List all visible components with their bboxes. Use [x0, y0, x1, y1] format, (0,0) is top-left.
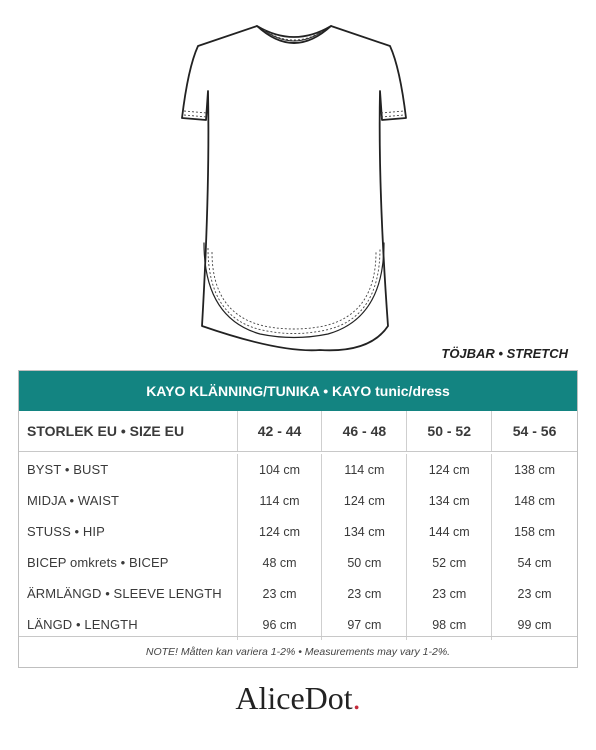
table-row-sleeve-length	[19, 578, 577, 609]
brand-name-dot: Dot	[304, 680, 353, 716]
brand-logo	[0, 680, 596, 717]
size-header-label: STORLEK EU • SIZE EU	[27, 423, 185, 439]
table-cell: 23 cm	[321, 578, 406, 609]
size-chart-table	[18, 370, 578, 668]
table-cell: 50 cm	[321, 547, 406, 578]
table-cell: 134 cm	[406, 485, 491, 516]
stretch-label: TÖJBAR • STRETCH	[441, 346, 568, 361]
table-cell: 23 cm	[406, 578, 491, 609]
table-cell: 114 cm	[321, 454, 406, 485]
table-cell: 54 cm	[491, 547, 577, 578]
size-header-0: 42 - 44	[237, 411, 322, 451]
table-cell: 124 cm	[237, 516, 322, 547]
brand-name-alice: Alice	[235, 680, 305, 716]
table-cell: 138 cm	[491, 454, 577, 485]
size-header-1: 46 - 48	[321, 411, 406, 451]
size-header-3: 54 - 56	[491, 411, 577, 451]
table-cell: 97 cm	[321, 609, 406, 640]
table-header-row	[19, 411, 577, 452]
measurement-note: NOTE! Måtten kan variera 1-2% • Measurements may vary 1-2%.	[19, 636, 577, 667]
table-cell: 158 cm	[491, 516, 577, 547]
table-cell: 48 cm	[237, 547, 322, 578]
table-cell: 148 cm	[491, 485, 577, 516]
table-row-hip	[19, 516, 577, 547]
table-row-waist	[19, 485, 577, 516]
table-cell: 104 cm	[237, 454, 322, 485]
table-cell: 144 cm	[406, 516, 491, 547]
table-title: KAYO KLÄNNING/TUNIKA • KAYO tunic/dress	[19, 371, 577, 411]
table-cell: 96 cm	[237, 609, 322, 640]
table-cell: 124 cm	[406, 454, 491, 485]
table-cell: 114 cm	[237, 485, 322, 516]
size-header-2: 50 - 52	[406, 411, 491, 451]
row-label: BICEP omkrets • BICEP	[27, 555, 169, 570]
table-cell: 124 cm	[321, 485, 406, 516]
tunic-illustration	[160, 8, 450, 358]
row-label: BYST • BUST	[27, 462, 109, 477]
brand-dot: .	[352, 680, 361, 716]
table-row-bust	[19, 454, 577, 485]
table-cell: 23 cm	[237, 578, 322, 609]
row-label: STUSS • HIP	[27, 524, 105, 539]
table-cell: 23 cm	[491, 578, 577, 609]
table-cell: 99 cm	[491, 609, 577, 640]
table-cell: 134 cm	[321, 516, 406, 547]
table-row-bicep	[19, 547, 577, 578]
row-label: MIDJA • WAIST	[27, 493, 120, 508]
row-label: LÄNGD • LENGTH	[27, 617, 138, 632]
row-label: ÄRMLÄNGD • SLEEVE LENGTH	[27, 586, 222, 601]
table-cell: 52 cm	[406, 547, 491, 578]
table-cell: 98 cm	[406, 609, 491, 640]
